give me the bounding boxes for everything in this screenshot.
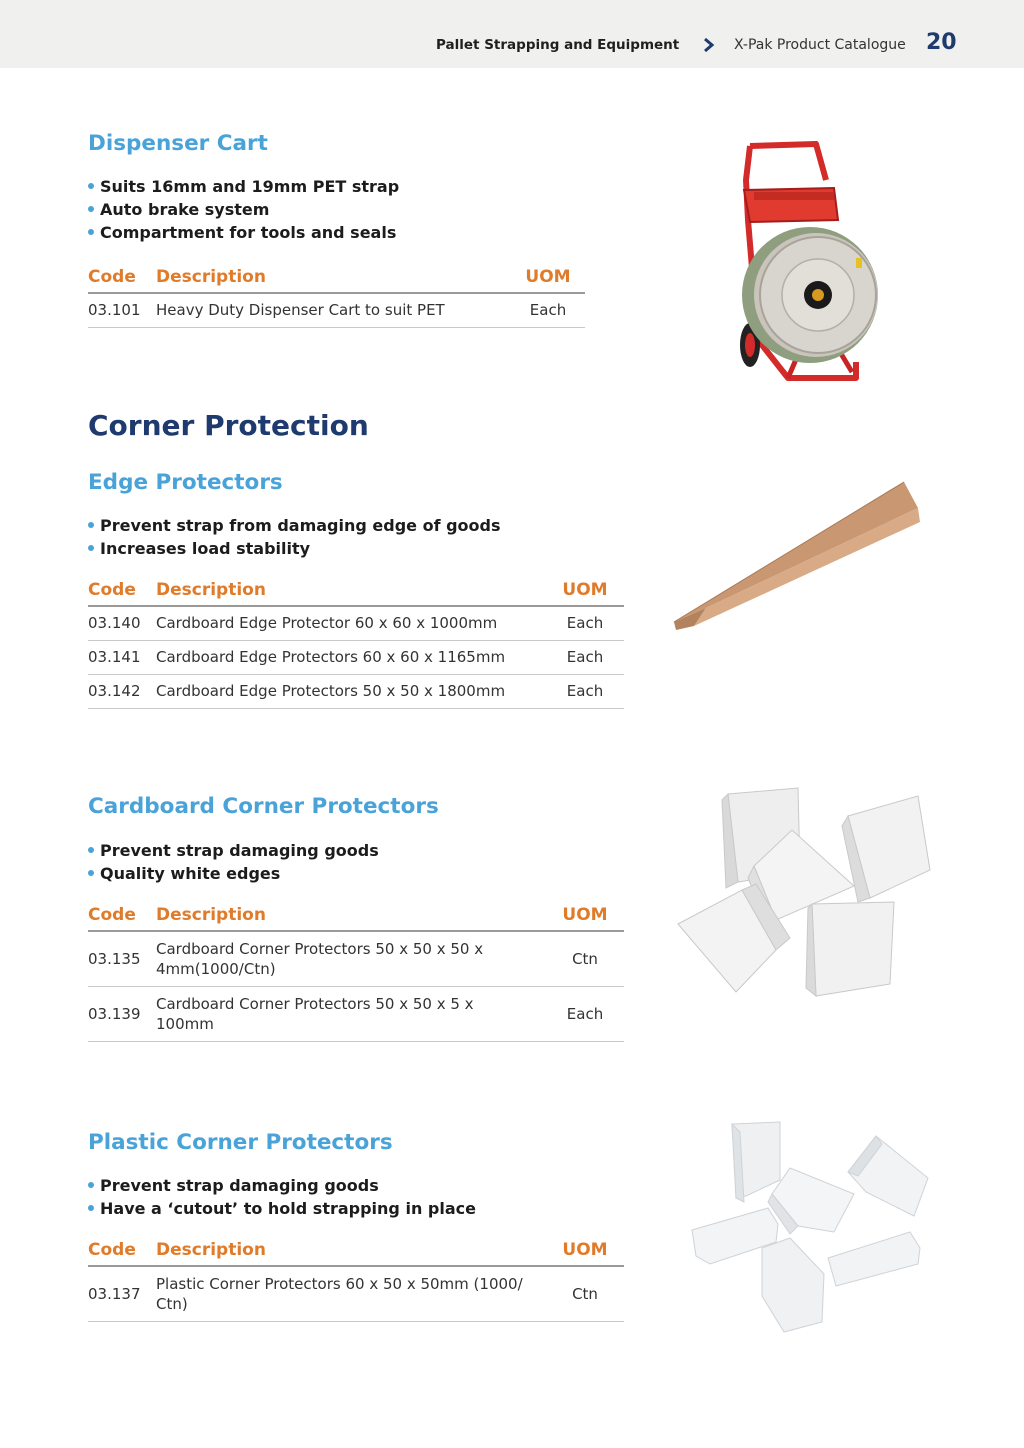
uom-cell: Ctn xyxy=(546,931,624,986)
uom-cell: Ctn xyxy=(546,1266,624,1321)
dispenser-cart-image xyxy=(728,140,878,390)
description-cell: Cardboard Edge Protectors 50 x 50 x 1800mm xyxy=(156,674,546,708)
table-row xyxy=(88,293,585,327)
uom-cell: Each xyxy=(546,674,624,708)
code-cell: 03.135 xyxy=(88,931,156,986)
uom-cell: Each xyxy=(511,293,585,327)
table-row xyxy=(88,986,624,1041)
description-header: Description xyxy=(156,266,511,293)
uom-header: UOM xyxy=(546,904,624,931)
table-row xyxy=(88,1266,624,1321)
code-header: Code xyxy=(88,904,156,931)
code-header: Code xyxy=(88,1239,156,1266)
description-cell: Cardboard Corner Protectors 50 x 50 x 5 x 100mm xyxy=(156,986,546,1041)
edge-protectors-title: Edge Protectors xyxy=(88,470,283,495)
cardboard-corner-image xyxy=(672,786,934,998)
plastic-corner-title: Plastic Corner Protectors xyxy=(88,1130,393,1155)
table-header-row xyxy=(88,579,624,606)
description-cell: Plastic Corner Protectors 60 x 50 x 50mm (1000/ Ctn) xyxy=(156,1266,546,1321)
uom-header: UOM xyxy=(511,266,585,293)
code-cell: 03.140 xyxy=(88,606,156,640)
dispenser-cart-title: Dispenser Cart xyxy=(88,131,268,156)
dispenser-cart-features xyxy=(88,175,399,244)
uom-cell: Each xyxy=(546,986,624,1041)
table-header-row xyxy=(88,1239,624,1266)
description-cell: Cardboard Corner Protectors 50 x 50 x 50 x 4mm(1000/Ctn) xyxy=(156,931,546,986)
feature-item: Increases load stability xyxy=(88,537,501,560)
page-number: 20 xyxy=(926,30,957,55)
cardboard-corner-title: Cardboard Corner Protectors xyxy=(88,794,439,819)
feature-item: Prevent strap damaging goods xyxy=(88,839,379,862)
code-header: Code xyxy=(88,579,156,606)
chevron-right-icon xyxy=(702,36,716,54)
feature-item: Have a ‘cutout’ to hold strapping in place xyxy=(88,1197,476,1220)
edge-protectors-features xyxy=(88,514,501,560)
corner-protection-title: Corner Protection xyxy=(88,409,369,442)
code-cell: 03.139 xyxy=(88,986,156,1041)
header-section-title: Pallet Strapping and Equipment xyxy=(436,37,680,53)
table-row xyxy=(88,674,624,708)
plastic-corner-table xyxy=(88,1239,624,1322)
table-row xyxy=(88,931,624,986)
code-cell: 03.101 xyxy=(88,293,156,327)
feature-item: Prevent strap damaging goods xyxy=(88,1174,476,1197)
feature-item: Prevent strap from damaging edge of goods xyxy=(88,514,501,537)
feature-item: Compartment for tools and seals xyxy=(88,221,399,244)
description-cell: Cardboard Edge Protectors 60 x 60 x 1165mm xyxy=(156,640,546,674)
table-row xyxy=(88,606,624,640)
header-catalogue-title: X-Pak Product Catalogue xyxy=(734,37,906,53)
page-header xyxy=(0,0,1024,68)
feature-item: Quality white edges xyxy=(88,862,379,885)
description-cell: Heavy Duty Dispenser Cart to suit PET xyxy=(156,293,511,327)
code-cell: 03.137 xyxy=(88,1266,156,1321)
description-cell: Cardboard Edge Protector 60 x 60 x 1000mm xyxy=(156,606,546,640)
feature-item: Auto brake system xyxy=(88,198,399,221)
uom-header: UOM xyxy=(546,579,624,606)
table-header-row xyxy=(88,904,624,931)
description-header: Description xyxy=(156,579,546,606)
plastic-corner-features xyxy=(88,1174,476,1220)
cardboard-corner-features xyxy=(88,839,379,885)
table-header-row xyxy=(88,266,585,293)
edge-protectors-table xyxy=(88,579,624,709)
dispenser-cart-table xyxy=(88,266,585,328)
cardboard-corner-table xyxy=(88,904,624,1042)
code-header: Code xyxy=(88,266,156,293)
edge-protector-image xyxy=(668,474,924,634)
description-header: Description xyxy=(156,904,546,931)
uom-cell: Each xyxy=(546,606,624,640)
feature-item: Suits 16mm and 19mm PET strap xyxy=(88,175,399,198)
uom-header: UOM xyxy=(546,1239,624,1266)
code-cell: 03.141 xyxy=(88,640,156,674)
code-cell: 03.142 xyxy=(88,674,156,708)
description-header: Description xyxy=(156,1239,546,1266)
plastic-corner-image xyxy=(688,1118,934,1338)
table-row xyxy=(88,640,624,674)
uom-cell: Each xyxy=(546,640,624,674)
